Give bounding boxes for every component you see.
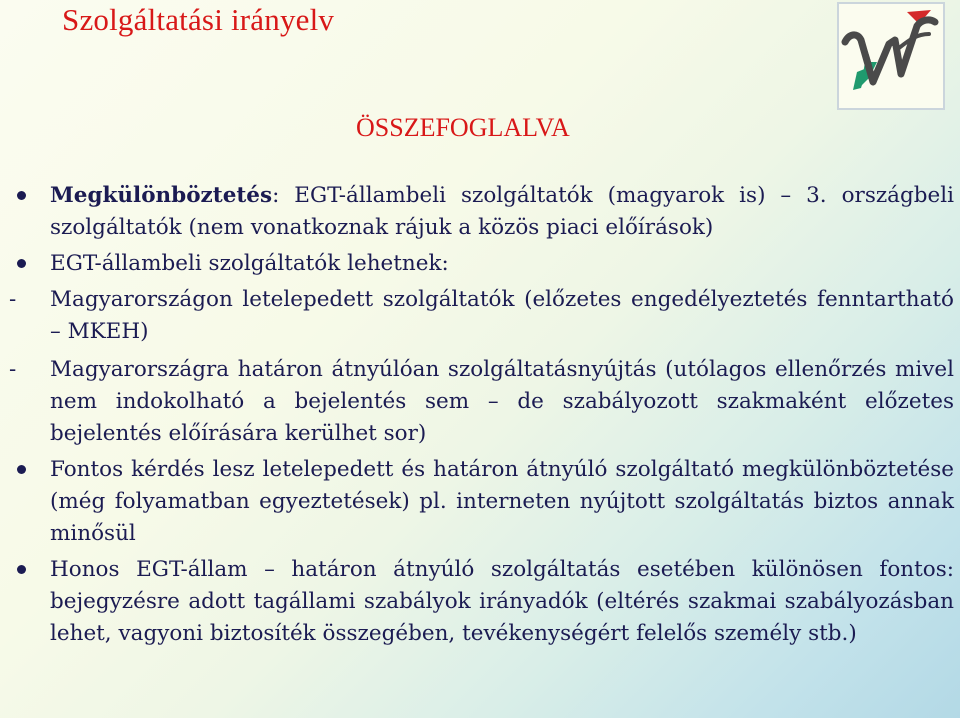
dash-marker: - xyxy=(9,357,17,382)
list-item-text: EGT-állambeli szolgáltatók lehetnek: xyxy=(50,251,449,276)
list-item xyxy=(14,554,954,650)
dash-marker: - xyxy=(9,287,17,312)
list-item xyxy=(14,454,954,550)
list-item xyxy=(14,180,954,244)
list-item xyxy=(9,284,954,348)
bold-term: Megkülönböztetés xyxy=(50,183,273,208)
page-title: Szolgáltatási irányelv xyxy=(62,2,335,37)
logo xyxy=(837,2,945,110)
list-item-text: Fontos kérdés lesz letelepedett és határon átnyúló szolgáltató megkülönböztetése (még folyamatban egyeztetések) pl. interneten nyújtott szolgáltatás biztos annak minősül xyxy=(50,457,954,546)
list-item-text: Honos EGT-állam – határon átnyúló szolgáltatás esetében különösen fontos: bejegyzésre adott tagállami szabályok irányadók (eltérés szakmai szabályozásban lehet, vagyoni biztosíték összegében, tevékenységért felelős személy stb.) xyxy=(50,557,954,646)
list-item xyxy=(14,248,954,280)
stylized-w-logo-icon xyxy=(839,4,943,108)
list-item-text: : EGT-állambeli szolgáltatók (magyarok is) – 3. országbeli szolgáltatók (nem vonatkoznak rájuk a közös piaci előírások) xyxy=(50,183,954,240)
list-item xyxy=(9,354,954,450)
content-list xyxy=(9,180,954,650)
list-item-text: Magyarországon letelepedett szolgáltatók (előzetes engedélyeztetés fenntartható – MKEH) xyxy=(50,287,954,344)
list-item-text: Magyarországra határon átnyúlóan szolgáltatásnyújtás (utólagos ellenőrzés mivel nem indokolható a bejelentés sem – de szabályozott szakmaként előzetes bejelentés előírására kerülhet sor) xyxy=(50,357,954,446)
summary-heading: ÖSSZEFOGLALVA xyxy=(356,113,570,142)
